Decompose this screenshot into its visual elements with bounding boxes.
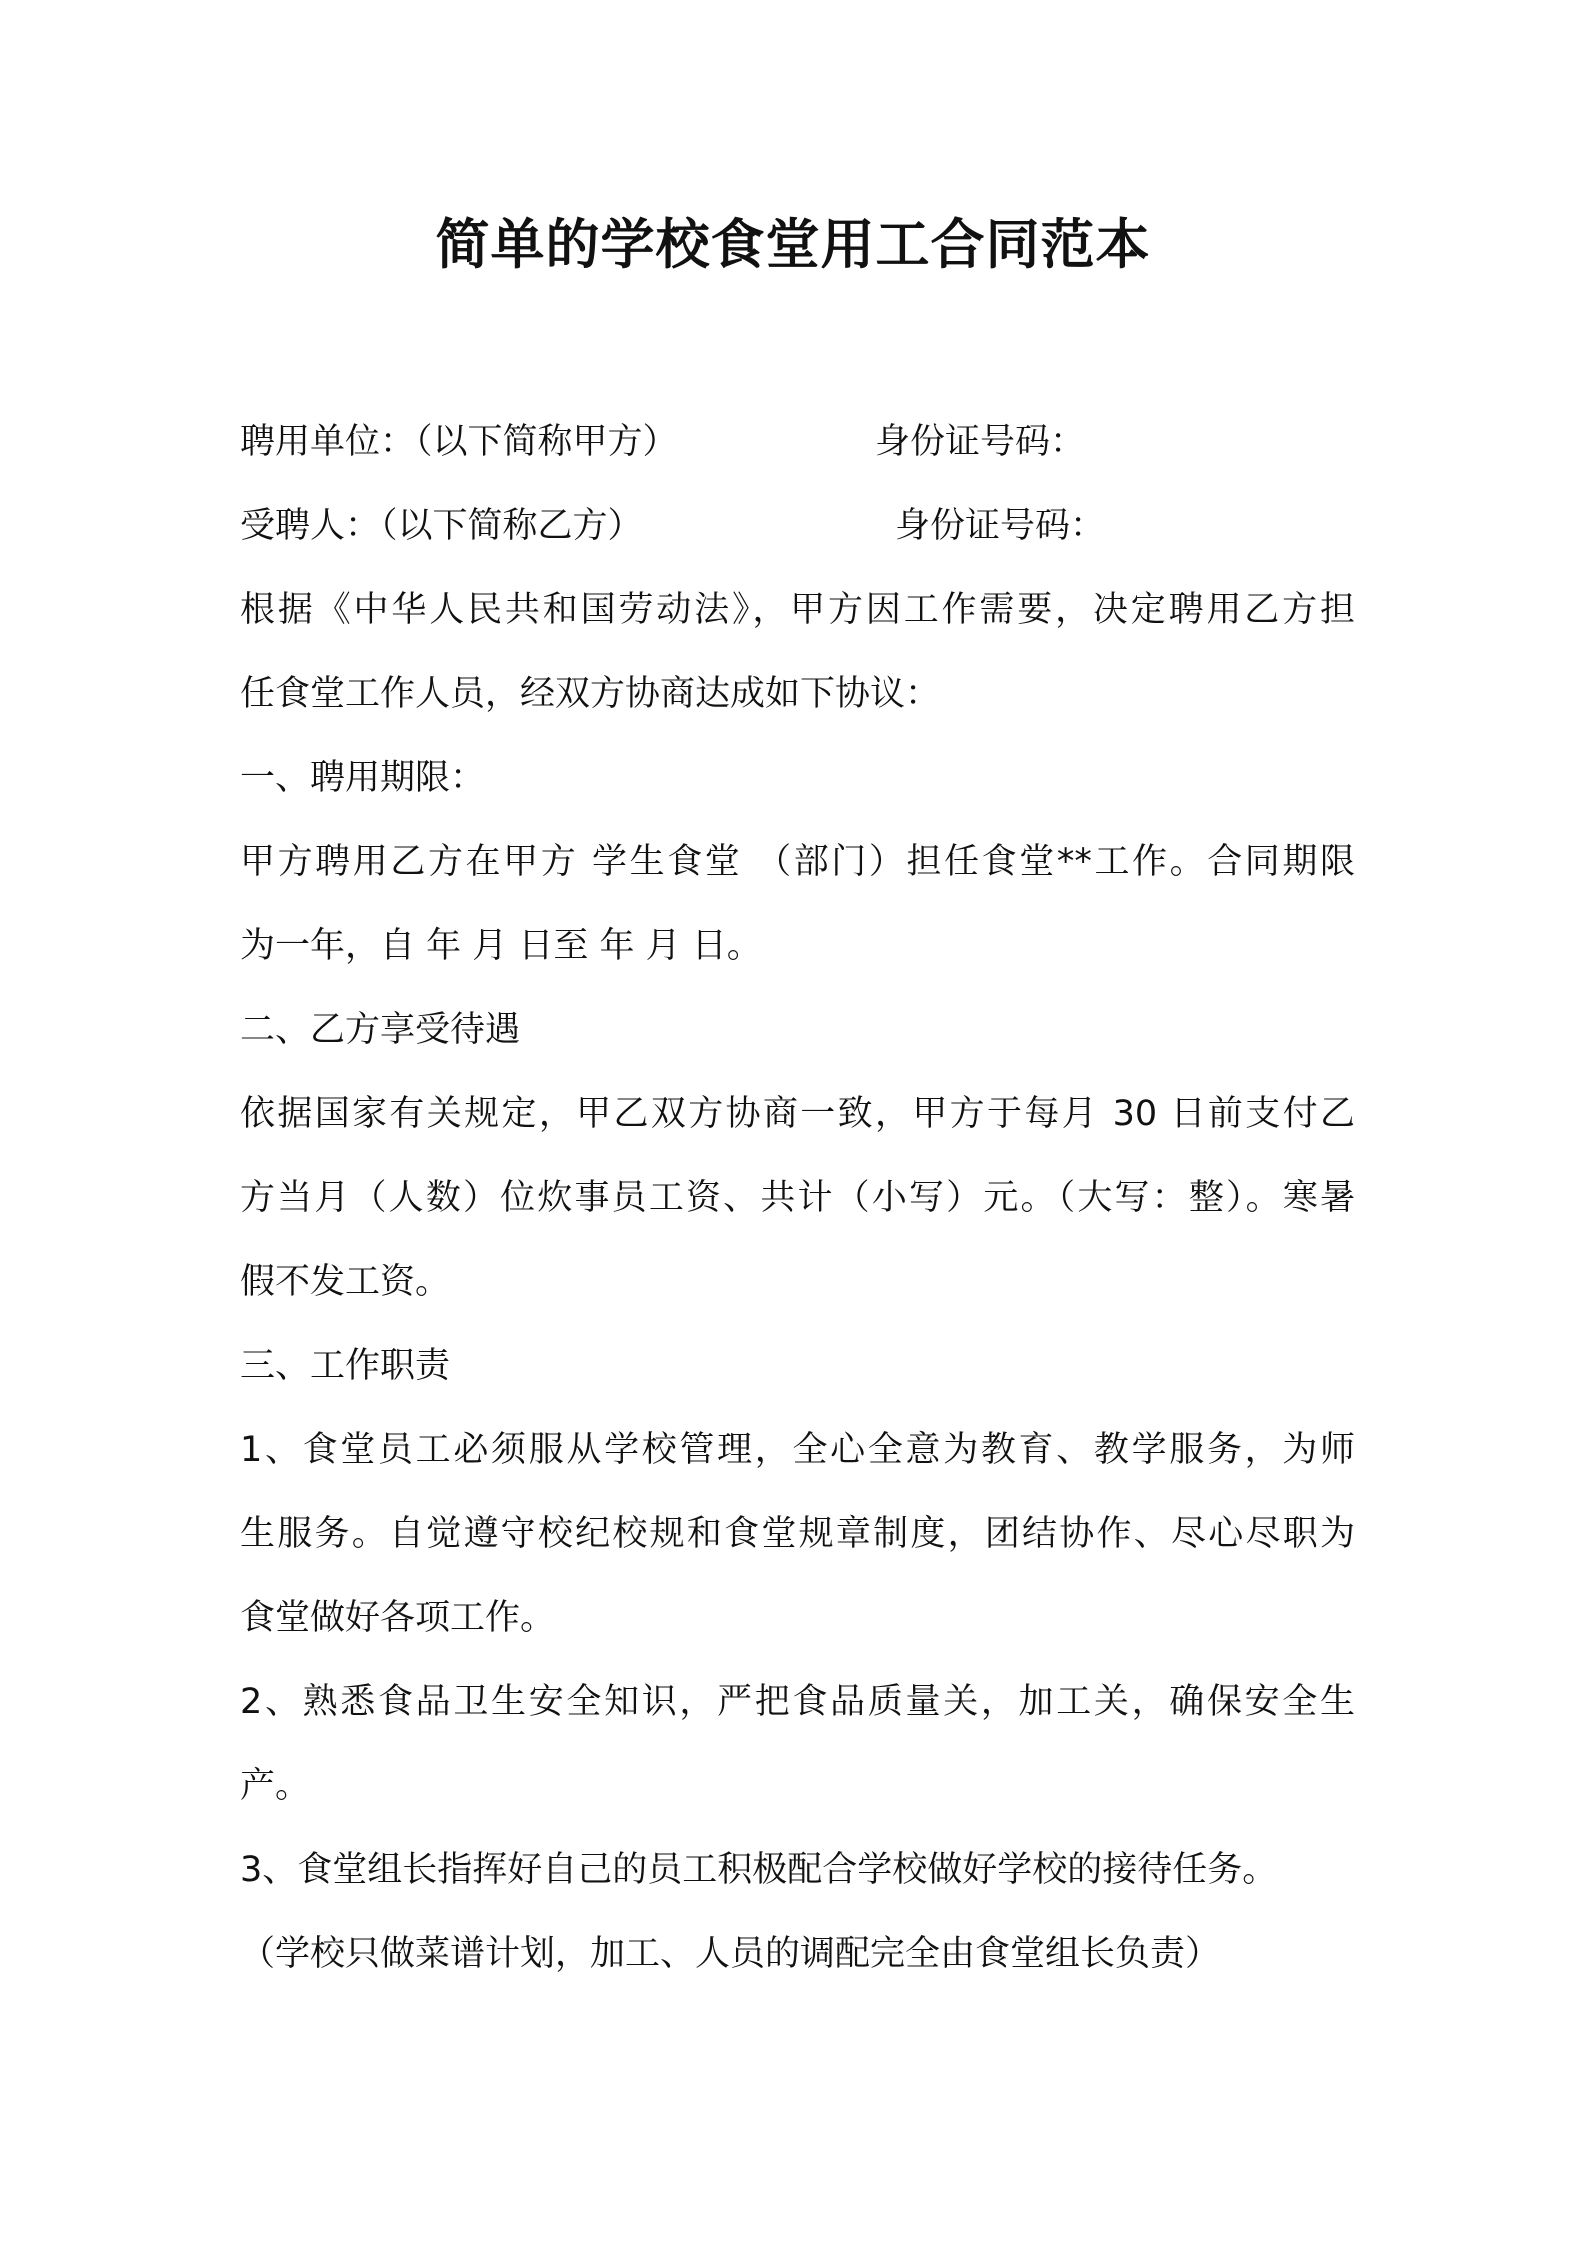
document-title: 简单的学校食堂用工合同范本 [435, 213, 1151, 276]
section1-line-1: 甲方聘用乙方在甲方 学生食堂 （部门）担任食堂**工作。合同期限 [240, 842, 1355, 882]
section3-heading: 三、工作职责 [240, 1346, 451, 1386]
employer-label: 聘用单位：（以下简称甲方） [240, 422, 678, 462]
section3-line-4: 2、熟悉食品卫生安全知识，严把食品质量关，加工关，确保安全生 [240, 1682, 1355, 1722]
section3-line-2: 生服务。自觉遵守校纪校规和食堂规章制度，团结协作、尽心尽职为 [240, 1514, 1355, 1554]
section1-heading: 一、聘用期限： [240, 758, 486, 798]
intro-line-1: 根据《中华人民共和国劳动法》，甲方因工作需要，决定聘用乙方担 [240, 590, 1355, 630]
employer-line [240, 400, 1355, 484]
section2-line-3: 假不发工资。 [240, 1262, 451, 1302]
section3-line-7: （学校只做菜谱计划，加工、人员的调配完全由食堂组长负责） [240, 1934, 1221, 1974]
employee-line [240, 484, 1355, 568]
employee-id-label: 身份证号码： [895, 506, 1106, 546]
section3-line-1: 1、食堂员工必须服从学校管理，全心全意为教育、教学服务，为师 [240, 1430, 1355, 1470]
document-body [240, 400, 1355, 1996]
employer-id-label: 身份证号码： [875, 422, 1086, 462]
section1-line-2: 为一年，自 年 月 日至 年 月 日。 [240, 926, 762, 966]
section2-heading: 二、乙方享受待遇 [240, 1010, 521, 1050]
intro-line-2: 任食堂工作人员，经双方协商达成如下协议： [240, 674, 941, 714]
section2-line-2: 方当月（人数）位炊事员工资、共计（小写）元。（大写：整）。寒暑 [240, 1178, 1355, 1218]
section3-line-5: 产。 [240, 1766, 311, 1806]
employee-label: 受聘人：（以下简称乙方） [240, 506, 643, 546]
section2-line-1: 依据国家有关规定，甲乙双方协商一致，甲方于每月 30 日前支付乙 [240, 1094, 1355, 1134]
section3-line-6: 3、食堂组长指挥好自己的员工积极配合学校做好学校的接待任务。 [240, 1850, 1278, 1890]
section3-line-3: 食堂做好各项工作。 [240, 1598, 556, 1638]
